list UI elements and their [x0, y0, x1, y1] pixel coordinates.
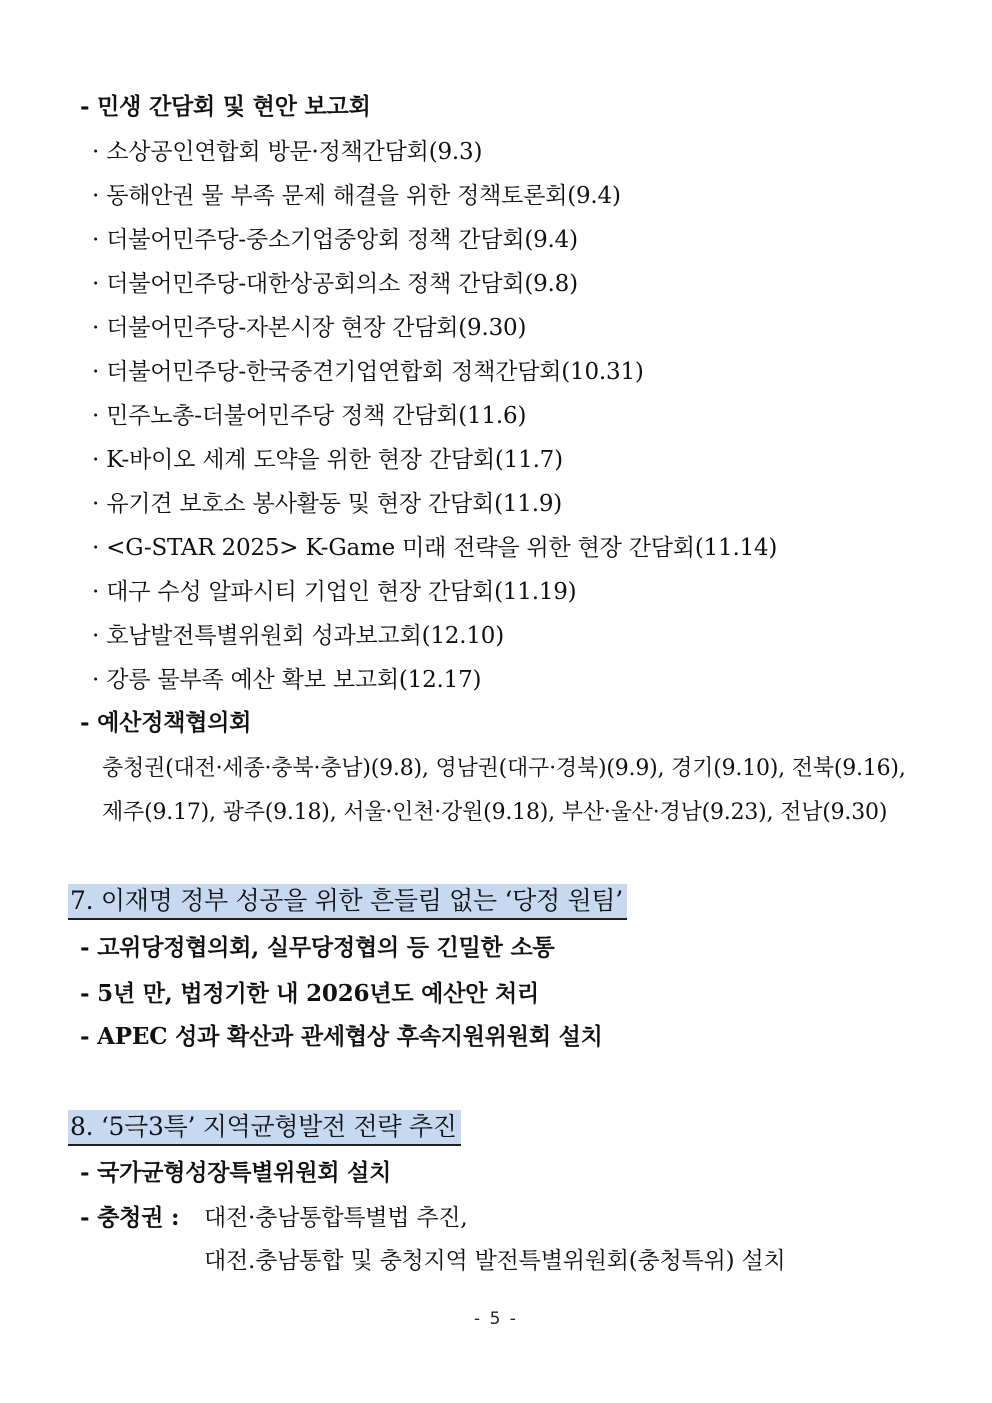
list-item: · 더불어민주당-자본시장 현장 간담회(9.30)	[92, 315, 527, 341]
list-item: · 더불어민주당-대한상공회의소 정책 간담회(9.8)	[92, 271, 578, 297]
section-title-minsaeng: - 민생 간담회 및 현안 보고회	[80, 93, 371, 120]
budget-line: 제주(9.17), 광주(9.18), 서울·인천·강원(9.18), 부산·울산·경남(9.23), 전남(9.30)	[102, 800, 888, 825]
chungcheong-line-1: 대전·충남통합특별법 추진,	[204, 1205, 468, 1231]
list-item: · 소상공인연합회 방문·정책간담회(9.3)	[92, 139, 483, 165]
list-item: - 고위당정협의회, 실무당정협의 등 긴밀한 소통	[80, 934, 555, 961]
section-heading-8: 8. ‘5극3특’ 지역균형발전 전략 추진	[68, 1110, 461, 1146]
list-item: · 더불어민주당-중소기업중앙회 정책 간담회(9.4)	[92, 227, 578, 253]
list-item: - 5년 만, 법정기한 내 2026년도 예산안 처리	[80, 980, 540, 1007]
list-item: - 국가균형성장특별위원회 설치	[80, 1159, 392, 1186]
list-item: · 동해안권 물 부족 문제 해결을 위한 정책토론회(9.4)	[92, 183, 621, 209]
chungcheong-line-2: 대전.충남통합 및 충청지역 발전특별위원회(충청특위) 설치	[204, 1248, 786, 1274]
chungcheong-label: - 충청권 :	[80, 1204, 180, 1231]
list-item: - APEC 성과 확산과 관세협상 후속지원위원회 설치	[80, 1023, 603, 1050]
list-item: · 호남발전특별위원회 성과보고회(12.10)	[92, 623, 504, 649]
page-number: - 5 -	[474, 1309, 518, 1329]
list-item: · 더불어민주당-한국중견기업연합회 정책간담회(10.31)	[92, 359, 644, 385]
section-heading-7: 7. 이재명 정부 성공을 위한 흔들림 없는 ‘당정 원팀’	[68, 884, 627, 920]
list-item: · <G-STAR 2025> K-Game 미래 전략을 위한 현장 간담회(11.14)	[92, 535, 778, 561]
list-item: · 대구 수성 알파시티 기업인 현장 간담회(11.19)	[92, 579, 577, 605]
list-item: · K-바이오 세계 도약을 위한 현장 간담회(11.7)	[92, 447, 563, 473]
budget-line: 충청권(대전·세종·충북·충남)(9.8), 영남권(대구·경북)(9.9), 경기(9.10), 전북(9.16),	[102, 756, 906, 781]
list-item: · 강릉 물부족 예산 확보 보고회(12.17)	[92, 667, 482, 693]
section-title-budget: - 예산정책협의회	[80, 709, 252, 736]
list-item: · 민주노총-더불어민주당 정책 간담회(11.6)	[92, 403, 527, 429]
list-item: · 유기견 보호소 봉사활동 및 현장 간담회(11.9)	[92, 491, 563, 517]
